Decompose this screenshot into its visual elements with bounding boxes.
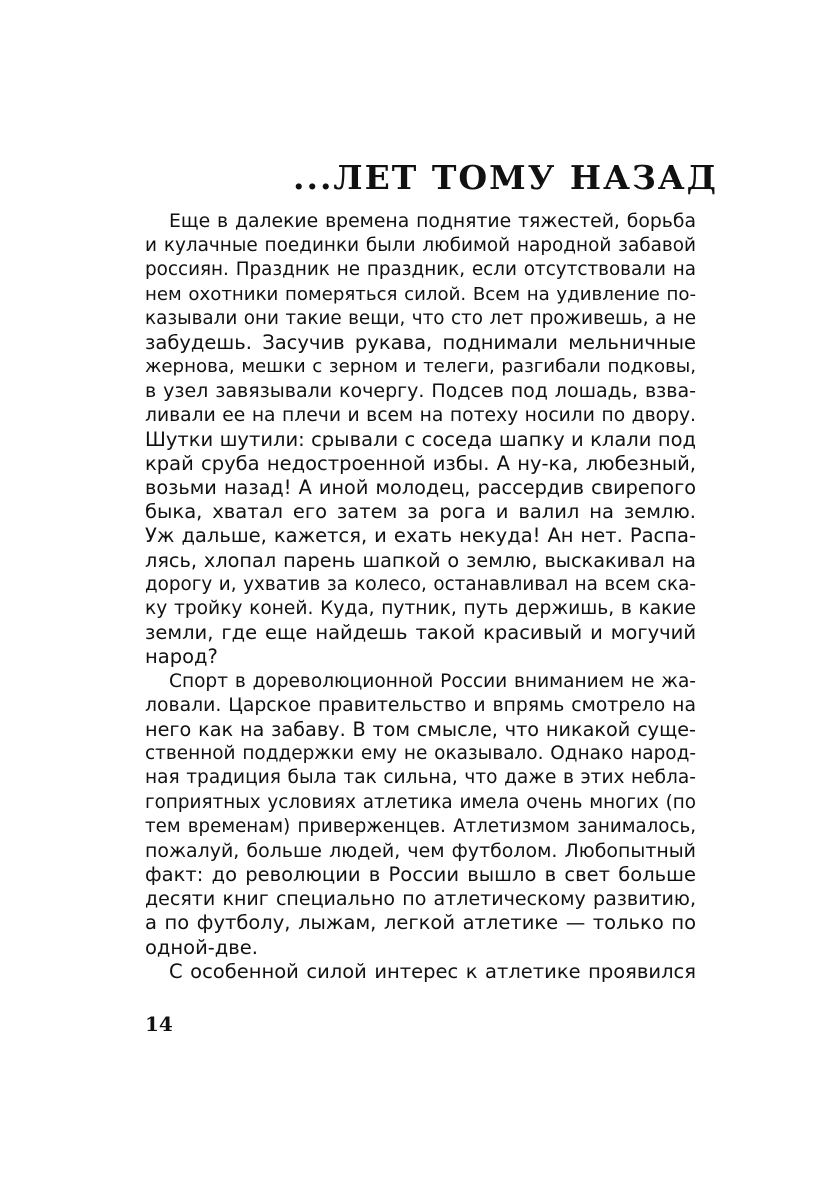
text-line: жернова, мешки с зерном и телеги, разгибали подковы, xyxy=(145,356,696,378)
chapter-title: ...ЛЕТ ТОМУ НАЗАД xyxy=(292,158,718,197)
text-line: лясь, хлопал парень шапкой о землю, выскакивал на xyxy=(145,548,696,572)
text-line: факт: до революции в России вышло в свет больше xyxy=(145,863,696,887)
text-line: земли, где еще найдешь такой красивый и могучий xyxy=(145,621,696,645)
text-line: россиян. Праздник не праздник, если отсутствовали на xyxy=(145,259,696,281)
text-line: ловали. Царское правительство и впрямь смотрело на xyxy=(145,694,696,716)
text-line: одной-две. xyxy=(145,935,258,959)
text-line: край сруба недостроенной избы. А ну-ка, любезный, xyxy=(145,451,696,475)
text-line: быка, хватал его затем за рога и валил на землю. xyxy=(145,500,696,524)
text-line: гоприятных условиях атлетика имела очень многих (по xyxy=(145,791,696,813)
text-line: ливали ее на плечи и всем на потеху носили по двору. xyxy=(145,404,696,426)
text-line: казывали они такие вещи, что сто лет проживешь, а не xyxy=(145,307,696,329)
text-line: Еще в далекие времена поднятие тяжестей, борьба xyxy=(169,211,696,232)
text-line: забудешь. Засучив рукава, поднимали мельничные xyxy=(145,330,696,354)
text-line: Спорт в дореволюционной России вниманием не жа- xyxy=(169,670,696,692)
text-line: в узел завязывали кочергу. Подсев под лошадь, взва- xyxy=(145,380,696,403)
text-line: дорогу и, ухватив за колесо, останавливал на всем ска- xyxy=(145,573,696,595)
text-line: него как на забаву. В том смысле, что никакой суще- xyxy=(145,717,696,741)
text-line: пожалуй, больше людей, чем футболом. Любопытный xyxy=(145,839,696,862)
text-line: ная традиция была так сильна, что даже в этих небла- xyxy=(145,767,696,789)
text-line: десяти книг специально по атлетическому развитию, xyxy=(145,888,696,911)
text-line: и кулачные поединки были любимой народной забавой xyxy=(145,235,696,257)
text-line: Уж дальше, кажется, и ехать некуда! Ан нет. Распа- xyxy=(145,524,696,548)
text-line: С особенной силой интерес к атлетике проявился xyxy=(169,959,696,983)
body-text xyxy=(145,210,696,984)
text-line: Шутки шутили: срывали с соседа шапку и клали под xyxy=(145,427,696,451)
text-line: возьми назад! А иной молодец, рассердив свирепого xyxy=(145,476,696,500)
text-line: ку тройку коней. Куда, путник, путь держишь, в какие xyxy=(145,598,696,619)
text-line: а по футболу, лыжам, легкой атлетике — только по xyxy=(145,911,696,935)
text-line: народ? xyxy=(145,645,218,669)
text-line: нем охотники померяться силой. Всем на удивление по- xyxy=(145,283,696,305)
text-line: тем временам) приверженцев. Атлетизмом занималось, xyxy=(145,815,696,837)
page-number: 14 xyxy=(145,1012,173,1036)
text-line: ственной поддержки ему не оказывало. Однако народ- xyxy=(145,743,696,765)
